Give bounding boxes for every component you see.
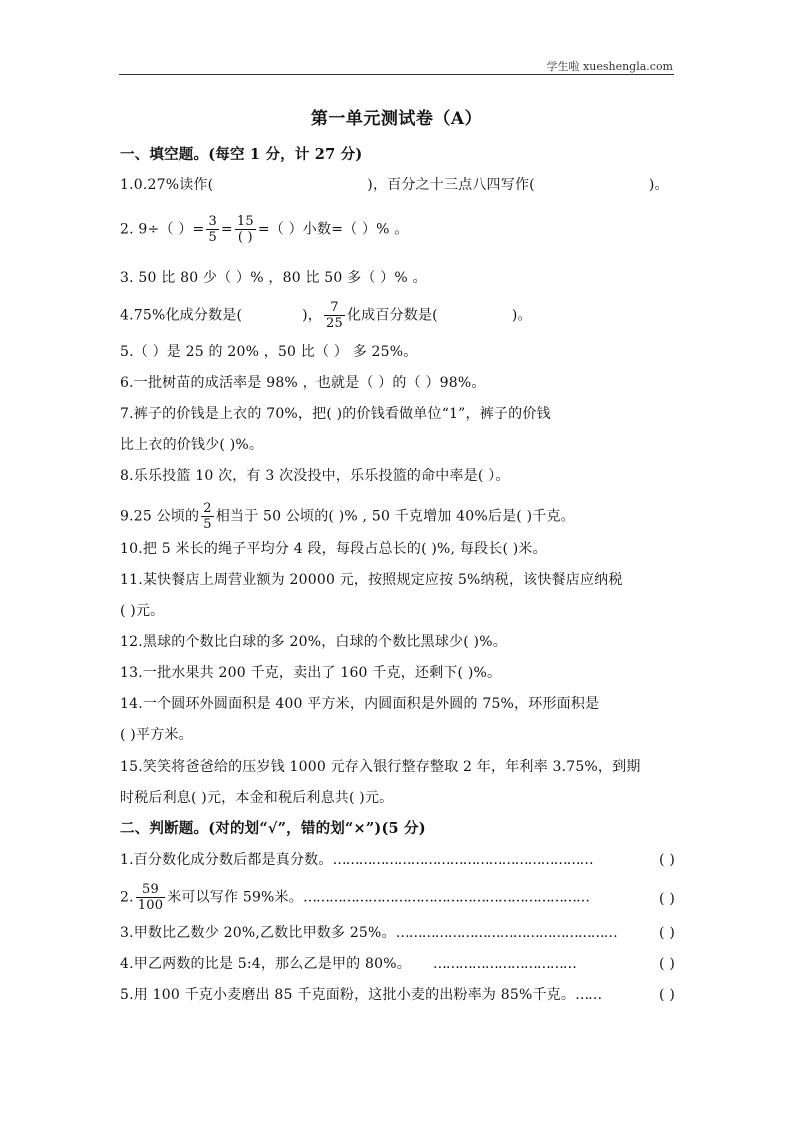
q2-fraction-1-num: 3 xyxy=(208,214,217,229)
section1-heading: 一、填空题。(每空 1 分，计 27 分) xyxy=(120,146,363,163)
question-1 xyxy=(120,175,669,195)
q1-part-c: )。 xyxy=(648,177,669,193)
question-15-line-1: 15.笑笑将爸爸给的压岁钱 1000 元存入银行整存整取 2 年，年利率 3.75%，到期 xyxy=(120,759,641,775)
question-11-line-2: ( )元。 xyxy=(120,603,165,619)
question-11-line-1: 11.某快餐店上周营业额为 20000 元，按照规定应按 5%纳税，该快餐店应纳税 xyxy=(120,572,623,588)
question-9 xyxy=(120,501,575,532)
q2-part-a: 2. 9÷（ ）= xyxy=(120,221,205,238)
q2-fraction-2-den: ( ) xyxy=(235,229,256,245)
j5-leader-dots: …… xyxy=(575,987,602,1003)
q1-part-b: )，百分之十三点八四写作( xyxy=(367,177,535,193)
q1-part-a: 1.0.27%读作( xyxy=(120,177,214,193)
q4-fraction xyxy=(324,300,345,331)
j2-fraction xyxy=(136,882,165,913)
j3-answer-paren: ( ) xyxy=(659,925,675,941)
q9-fraction-num: 2 xyxy=(203,501,212,516)
question-7-line-2: 比上衣的价钱少( )%。 xyxy=(120,437,264,453)
q4-part-b: )， xyxy=(302,307,323,324)
section2-heading: 二、判断题。(对的划“√”，错的划“×”)(5 分) xyxy=(120,820,426,837)
j2-answer-paren: ( ) xyxy=(659,891,675,907)
j3-leader-dots: …………………………………………… xyxy=(395,925,617,941)
j1-text: 1.百分数化成分数后都是真分数。 xyxy=(120,852,333,868)
q2-part-b: =（ ）小数=（ ）% 。 xyxy=(257,221,409,238)
question-15-line-2: 时税后利息( )元，本金和税后利息共( )元。 xyxy=(120,790,394,806)
j2-leader-dots: ………………………………………………………… xyxy=(302,889,589,906)
q9-fraction-den: 5 xyxy=(203,517,212,532)
question-8: 8.乐乐投篮 10 次，有 3 次没投中，乐乐投篮的命中率是( ）。 xyxy=(120,468,510,484)
question-12: 12.黑球的个数比白球的多 20%，白球的个数比黑球少( )%。 xyxy=(120,634,507,650)
j1-answer-paren: ( ) xyxy=(659,852,675,868)
j2-text: 米可以写作 59%米。 xyxy=(167,889,303,906)
page-title: 第一单元测试卷（A） xyxy=(310,109,483,129)
judge-item-2 xyxy=(120,882,675,913)
j2-number: 2. xyxy=(120,889,134,906)
j1-leader-dots: …………………………………………………… xyxy=(332,852,593,868)
judge-item-1 xyxy=(120,850,675,870)
j5-text: 5.用 100 千克小麦磨出 85 千克面粉，这批小麦的出粉率为 85%千克。 xyxy=(120,987,576,1003)
q9-part-b: 相当于 50 公顷的( )% , 50 千克增加 40%后是( )千克。 xyxy=(215,508,575,525)
q9-fraction xyxy=(201,501,213,532)
question-5: 5.（ ）是 25 的 20% ，50 比（ ） 多 25%。 xyxy=(120,344,418,360)
q4-fraction-den: 25 xyxy=(326,316,343,331)
j3-text: 3.甲数比乙数少 20%,乙数比甲数多 25%。 xyxy=(120,925,396,941)
q2-fraction-2-num: 15 xyxy=(236,214,254,229)
j5-answer-paren: ( ) xyxy=(659,987,675,1003)
question-10: 10.把 5 米长的绳子平均分 4 段，每段占总长的( )%, 每段长( )米。 xyxy=(120,541,547,557)
q2-fraction-1 xyxy=(206,214,218,245)
question-14-line-1: 14.一个圆环外圆面积是 400 平方米，内圆面积是外圆的 75%，环形面积是 xyxy=(120,696,600,712)
question-2 xyxy=(120,214,409,245)
question-14-line-2: ( )平方米。 xyxy=(120,727,193,743)
judge-item-4 xyxy=(120,954,675,974)
question-6: 6.一批树苗的成活率是 98% ，也就是（ ）的（ ）98%。 xyxy=(120,375,486,391)
q9-part-a: 9.25 公顷的 xyxy=(120,508,200,525)
header-rule xyxy=(119,74,674,75)
header-site-label: 学生啦 xueshengla.com xyxy=(546,60,673,73)
q4-part-c: 化成百分数是( xyxy=(346,307,438,324)
q2-fraction-2 xyxy=(235,214,256,245)
question-3: 3. 50 比 80 少（ ）% ，80 比 50 多（ ）% 。 xyxy=(120,270,427,286)
j4-answer-paren: ( ) xyxy=(659,956,675,972)
j4-leader-dots: …………………………… xyxy=(432,956,576,972)
j2-fraction-num: 59 xyxy=(142,882,159,897)
question-4 xyxy=(120,300,532,331)
j2-fraction-den: 100 xyxy=(137,898,164,913)
q4-part-a: 4.75%化成分数是( xyxy=(120,307,243,324)
q2-equals: = xyxy=(220,221,233,238)
question-7-line-1: 7.裤子的价钱是上衣的 70%，把( )的价钱看做单位“1”，裤子的价钱 xyxy=(120,406,551,422)
q2-fraction-1-den: 5 xyxy=(208,230,217,245)
j4-text: 4.甲乙两数的比是 5:4，那么乙是甲的 80%。 xyxy=(120,956,411,972)
judge-item-3 xyxy=(120,923,675,943)
q4-part-d: )。 xyxy=(511,307,532,324)
question-13: 13.一批水果共 200 千克，卖出了 160 千克，还剩下( )%。 xyxy=(120,665,502,681)
q4-fraction-num: 7 xyxy=(330,300,339,315)
judge-item-5 xyxy=(120,985,675,1005)
